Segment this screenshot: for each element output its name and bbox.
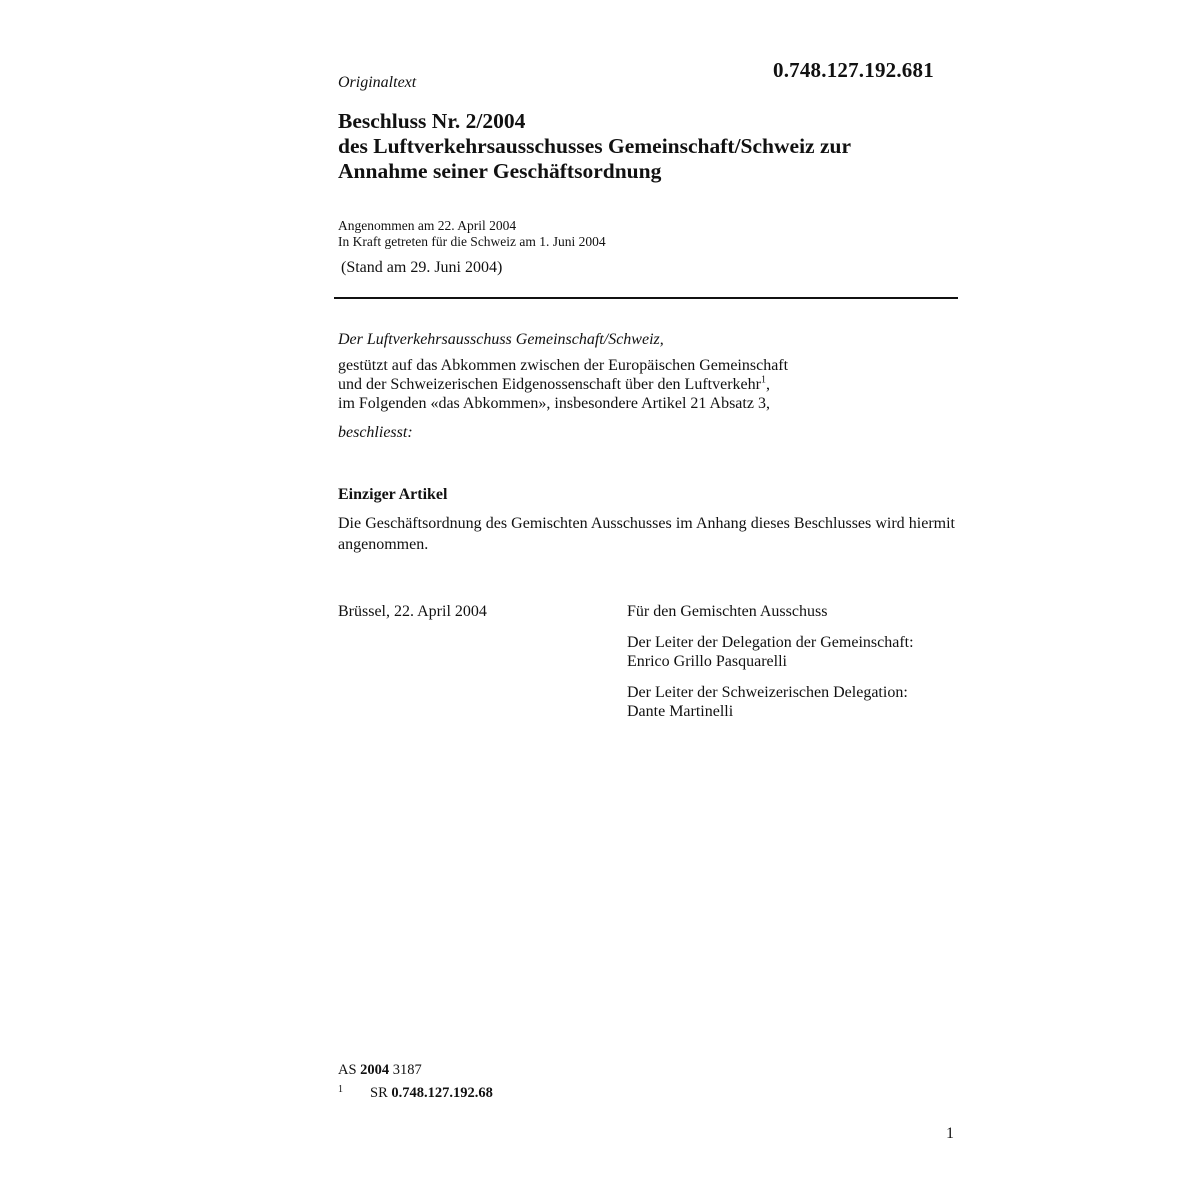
footnote-1-marker: 1 bbox=[338, 1084, 343, 1095]
for-committee-label: Für den Gemischten Ausschuss bbox=[627, 603, 828, 620]
ec-head-name: Enrico Grillo Pasquarelli bbox=[627, 653, 787, 670]
status-date: (Stand am 29. Juni 2004) bbox=[341, 259, 503, 276]
footnote-1-ref[interactable]: 0.748.127.192.68 bbox=[391, 1085, 493, 1101]
preamble-line-2-text: und der Schweizerischen Eidgenossenschaft über den Luftverkehr bbox=[338, 376, 761, 393]
footnote-1 bbox=[338, 1080, 493, 1103]
sr-number: 0.748.127.192.681 bbox=[773, 58, 934, 82]
preamble bbox=[338, 356, 788, 413]
committee-name: Der Luftverkehrsausschuss Gemeinschaft/Schweiz, bbox=[338, 331, 664, 348]
in-force-date: In Kraft getreten für die Schweiz am 1. Juni 2004 bbox=[338, 234, 606, 249]
ch-head-name: Dante Martinelli bbox=[627, 703, 734, 720]
footnotes bbox=[338, 1060, 493, 1103]
title-line-1: Beschluss Nr. 2/2004 bbox=[338, 109, 526, 133]
page-number: 1 bbox=[946, 1125, 954, 1142]
title-line-3: Annahme seiner Geschäftsordnung bbox=[338, 159, 662, 183]
as-reference bbox=[338, 1060, 493, 1080]
original-text-label: Originaltext bbox=[338, 74, 417, 91]
signature-for-committee bbox=[627, 602, 914, 621]
decides-label: beschliesst: bbox=[338, 424, 413, 441]
as-prefix: AS bbox=[338, 1062, 357, 1078]
signature-block bbox=[627, 602, 914, 733]
as-year: 2004 bbox=[360, 1062, 390, 1078]
preamble-line-3: im Folgenden «das Abkommen», insbesondere Artikel 21 Absatz 3, bbox=[338, 395, 770, 412]
place-date: Brüssel, 22. April 2004 bbox=[338, 603, 487, 620]
title-line-2: des Luftverkehrsausschusses Gemeinschaft/Schweiz zur bbox=[338, 134, 851, 158]
as-page: 3187 bbox=[392, 1062, 422, 1078]
ch-head-title: Der Leiter der Schweizerischen Delegation: bbox=[627, 684, 908, 701]
preamble-line-1: gestützt auf das Abkommen zwischen der Europäischen Gemeinschaft bbox=[338, 357, 789, 374]
signature-ec-delegation bbox=[627, 633, 914, 671]
signature-ch-delegation bbox=[627, 683, 914, 721]
header-divider bbox=[334, 297, 958, 299]
ec-head-title: Der Leiter der Delegation der Gemeinschaft: bbox=[627, 634, 914, 651]
footnote-1-prefix: SR bbox=[370, 1085, 388, 1101]
adoption-metadata bbox=[338, 218, 606, 250]
footnote-ref-1[interactable]: 1 bbox=[760, 374, 766, 386]
adopted-date: Angenommen am 22. April 2004 bbox=[338, 218, 517, 233]
document-title bbox=[338, 109, 851, 184]
preamble-line-2 bbox=[338, 375, 788, 394]
article-body: Die Geschäftsordnung des Gemischten Ausschusses im Anhang dieses Beschlusses wird hiermit angenommen. bbox=[338, 515, 955, 553]
preamble-line-2-end: , bbox=[765, 376, 770, 393]
article-heading: Einziger Artikel bbox=[338, 486, 448, 503]
